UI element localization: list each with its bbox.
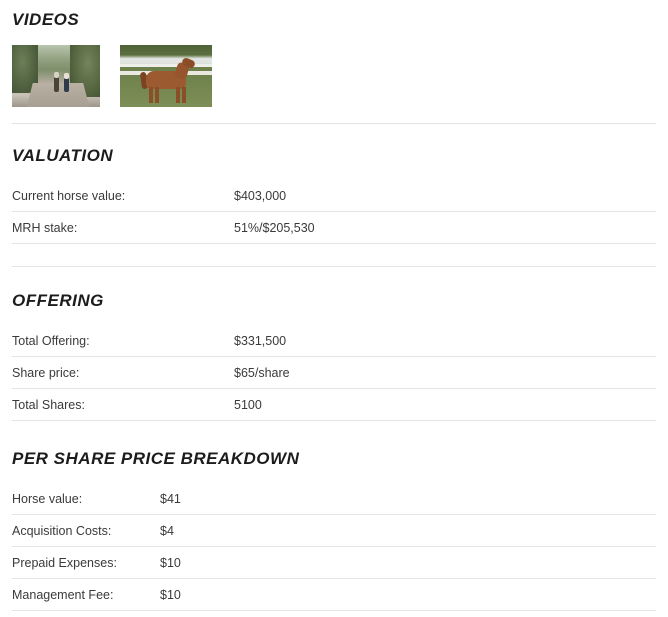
horse-leg-decoration <box>182 87 186 103</box>
table-row <box>12 579 656 611</box>
per-share-price-breakdown-section <box>12 449 656 611</box>
breakdown-row-value: $4 <box>160 515 656 547</box>
breakdown-row-label: Prepaid Expenses: <box>12 547 160 579</box>
breakdown-row-label: Horse value: <box>12 483 160 515</box>
breakdown-row-label: Acquisition Costs: <box>12 515 160 547</box>
horse-leg-decoration <box>155 87 159 103</box>
valuation-row-label: Current horse value: <box>12 180 234 212</box>
valuation-row-value: $403,000 <box>234 180 656 212</box>
horse-leg-decoration <box>149 87 153 103</box>
breakdown-row-value: $41 <box>160 483 656 515</box>
table-row <box>12 180 656 212</box>
person-two-decoration <box>64 77 69 92</box>
spacer-cell <box>234 244 656 267</box>
per-share-price-breakdown-title: PER SHARE PRICE BREAKDOWN <box>12 449 300 469</box>
offering-section <box>12 291 656 421</box>
per-share-price-breakdown-table <box>12 483 656 611</box>
table-row <box>12 483 656 515</box>
offering-row-label: Total Shares: <box>12 389 234 421</box>
video-thumbnail-list <box>12 45 656 124</box>
offering-row-value: $65/share <box>234 357 656 389</box>
valuation-table <box>12 180 656 267</box>
person-one-top-decoration <box>54 72 59 78</box>
video-thumbnail-horse-walking[interactable] <box>12 45 100 107</box>
table-row-spacer <box>12 244 656 267</box>
offering-row-label: Total Offering: <box>12 325 234 357</box>
table-row <box>12 212 656 244</box>
table-row <box>12 325 656 357</box>
offering-table <box>12 325 656 421</box>
offering-row-value: $331,500 <box>234 325 656 357</box>
valuation-section-title: VALUATION <box>12 146 114 165</box>
valuation-row-label: MRH stake: <box>12 212 234 244</box>
video-thumbnail-horse-standing[interactable] <box>120 45 212 107</box>
valuation-row-value: 51%/$205,530 <box>234 212 656 244</box>
breakdown-row-value: $10 <box>160 547 656 579</box>
offering-row-value: 5100 <box>234 389 656 421</box>
table-row <box>12 515 656 547</box>
table-row <box>12 357 656 389</box>
offering-row-label: Share price: <box>12 357 234 389</box>
valuation-section <box>12 146 656 267</box>
horse-leg-decoration <box>176 87 180 103</box>
breakdown-row-label: Management Fee: <box>12 579 160 611</box>
table-row <box>12 547 656 579</box>
offering-section-title: OFFERING <box>12 291 104 311</box>
spacer-cell <box>12 244 234 267</box>
breakdown-row-value: $10 <box>160 579 656 611</box>
table-row <box>12 389 656 421</box>
videos-section-title: VIDEOS <box>12 10 80 29</box>
person-two-top-decoration <box>64 73 69 79</box>
